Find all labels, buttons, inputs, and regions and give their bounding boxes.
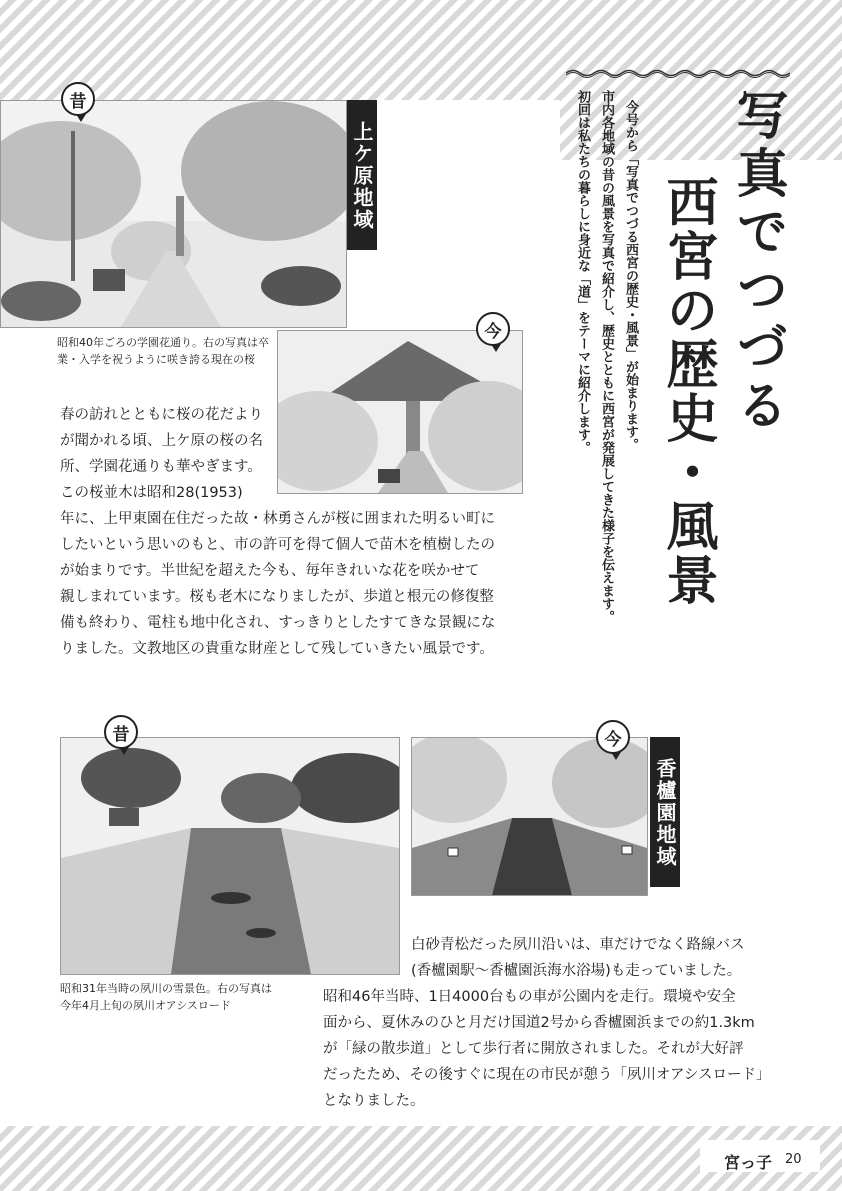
caption-shukugawa: 昭和31年当時の夙川の雪景色。右の写真は今年4月上旬の夙川オアシスロード: [60, 982, 272, 1012]
paragraph-line: 年に、上甲東園在住だった故・林勇さんが桜に囲まれた明るい町に: [60, 511, 495, 527]
lead-line-1: 今号から「写真でつづる西宮の歴史・風景」が始まります。: [623, 100, 638, 451]
badge-past: 昔: [61, 82, 95, 116]
paragraph-line: 所、学園花通りも華やぎます。: [60, 459, 262, 475]
paragraph-line: だったため、その後すぐに現在の市民が憩う「夙川オアシスロード」: [323, 1067, 771, 1083]
paragraph-line: 親しまれています。桜も老木になりましたが、歩道と根元の修復整: [60, 589, 494, 605]
paragraph-line: りました。文教地区の貴重な財産として残していきたい風景です。: [60, 641, 494, 657]
badge-now: 今: [476, 312, 510, 346]
paragraph-line: (香櫨園駅〜香櫨園浜海水浴場)も走っていました。: [411, 963, 742, 979]
section2-paragraph: [323, 932, 783, 1114]
paragraph-line: となりました。: [323, 1093, 425, 1109]
photo-gakuen-street-past: [0, 100, 347, 328]
paragraph-line: 備も終わり、電柱も地中化され、すっきりとしたすてきな景観にな: [60, 615, 496, 631]
paragraph-line: が始まりです。半世紀を超えた今も、毎年きれいな花を咲かせて: [60, 563, 480, 579]
lead-line-2: 市内各地域の昔の風景を写真で紹介し、歴史とともに西宮が発展してきた様子を伝えます。: [599, 90, 614, 623]
title-line-2: 西宮の歴史・風景: [657, 175, 718, 607]
title-line-1: 写真でつづる: [727, 88, 788, 436]
paragraph-line: したいという思いのもと、市の許可を得て個人で苗木を植樹したの: [60, 537, 495, 553]
region-tag-uegahara: [347, 100, 377, 250]
section1-paragraph: [60, 402, 530, 662]
paragraph-line: が聞かれる頃、上ケ原の桜の名: [60, 433, 263, 449]
lead-line-3: 初回は私たちの暮らしに身近な「道」をテーマに紹介します。: [575, 90, 590, 454]
paragraph-line: が「緑の散歩道」として歩行者に開放されました。それが大好評: [323, 1041, 744, 1057]
photo-shukugawa-now: [411, 737, 648, 896]
region-tag-koroen: [650, 737, 680, 887]
badge-past: 昔: [104, 715, 138, 749]
caption-gakuen-street: 昭和40年ごろの学園花通り。右の写真は卒業・入学を祝うように咲き誇る現在の桜: [57, 336, 269, 366]
region-label: 上ケ原地域: [350, 121, 374, 231]
paragraph-line: 昭和46年当時、1日4000台もの車が公園内を走行。環境や安全: [323, 989, 736, 1005]
page-number: 20: [785, 1152, 802, 1167]
ornament-divider: [566, 68, 790, 78]
region-label: 香櫨園地域: [653, 758, 677, 868]
paragraph-line: 面から、夏休みのひと月だけ国道2号から香櫨園浜までの約1.3km: [323, 1015, 755, 1031]
badge-now: 今: [596, 720, 630, 754]
paragraph-line: 白砂青松だった夙川沿いは、車だけでなく路線バス: [411, 937, 745, 953]
paragraph-line: 春の訪れとともに桜の花だより: [60, 407, 263, 423]
paragraph-line: この桜並木は昭和28(1953): [60, 485, 243, 501]
magazine-brand: 宮っ子: [724, 1153, 773, 1172]
